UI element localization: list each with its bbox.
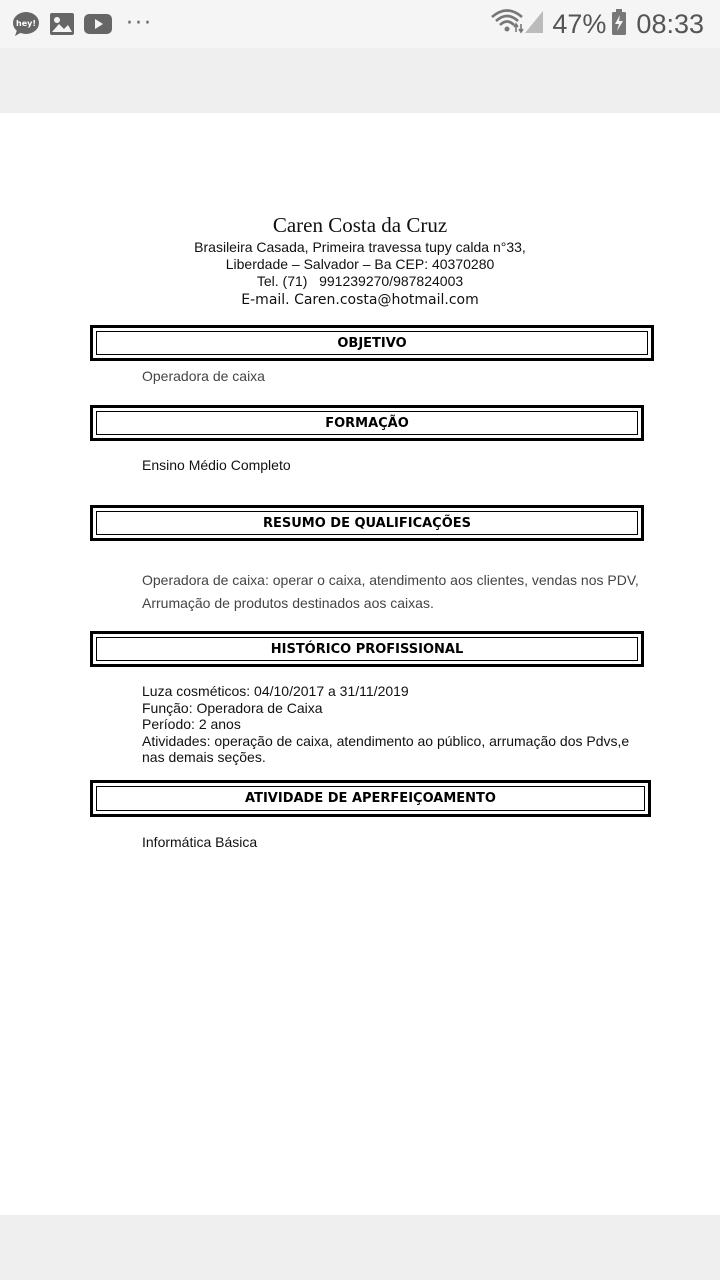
email-line: E-mail. Caren.costa@hotmail.com xyxy=(241,292,479,308)
phone-line: Tel. (71) 991239270/987824003 xyxy=(256,273,464,289)
section-resumo xyxy=(90,505,644,541)
historico-line-5: nas demais seções. xyxy=(142,749,266,765)
clock: 08:33 xyxy=(636,8,704,39)
status-bar xyxy=(0,0,720,48)
section-title: FORMAÇÃO xyxy=(96,411,638,435)
section-historico xyxy=(90,631,644,667)
formacao-text: Ensino Médio Completo xyxy=(142,457,291,473)
resumo-line-2: Arrumação de produtos destinados aos caixas. xyxy=(142,595,434,611)
section-title: ATIVIDADE DE APERFEIÇOAMENTO xyxy=(96,786,645,811)
section-aperfeicoamento xyxy=(90,780,651,817)
cell-signal-icon xyxy=(524,9,544,40)
address-line-1: Brasileira Casada, Primeira travessa tupy calda n°33, xyxy=(194,239,526,255)
section-formacao xyxy=(90,405,644,441)
historico-line-4: Atividades: operação de caixa, atendimento ao público, arrumação dos Pdvs,e xyxy=(142,732,630,749)
resumo-text xyxy=(142,569,639,615)
notification-icons xyxy=(12,10,153,38)
youtube-icon xyxy=(84,11,112,37)
historico-line-3: Período: 2 anos xyxy=(142,716,241,732)
historico-text xyxy=(142,683,629,766)
svg-text:hey!: hey! xyxy=(16,19,36,28)
wifi-icon xyxy=(490,8,524,41)
viewer-bottom-area xyxy=(0,1215,720,1280)
system-status xyxy=(490,8,704,40)
historico-line-2: Função: Operadora de Caixa xyxy=(142,699,323,716)
battery-percentage: 47% xyxy=(552,8,607,39)
address-line-2: Liberdade – Salvador – Ba CEP: 40370280 xyxy=(225,256,495,272)
section-title: HISTÓRICO PROFISSIONAL xyxy=(96,637,638,661)
section-title: RESUMO DE QUALIFICAÇÕES xyxy=(96,511,638,535)
document-page[interactable] xyxy=(0,113,720,1215)
aperfeicoamento-text: Informática Básica xyxy=(142,834,258,850)
objetivo-text: Operadora de caixa xyxy=(142,368,265,384)
viewer-toolbar-area xyxy=(0,48,720,113)
historico-line-1: Luza cosméticos: 04/10/2017 a 31/11/2019 xyxy=(142,683,409,699)
more-notifications-icon: ··· xyxy=(126,11,153,36)
resume-header xyxy=(0,211,720,309)
section-objetivo xyxy=(90,325,654,361)
battery-charging-icon xyxy=(612,9,626,40)
section-title: OBJETIVO xyxy=(96,331,648,355)
candidate-name: Caren Costa da Cruz xyxy=(272,213,448,237)
resumo-line-1: Operadora de caixa: operar o caixa, atendimento aos clientes, vendas nos PDV, xyxy=(142,572,639,588)
image-icon xyxy=(48,11,76,37)
hey-chat-icon xyxy=(12,11,40,37)
